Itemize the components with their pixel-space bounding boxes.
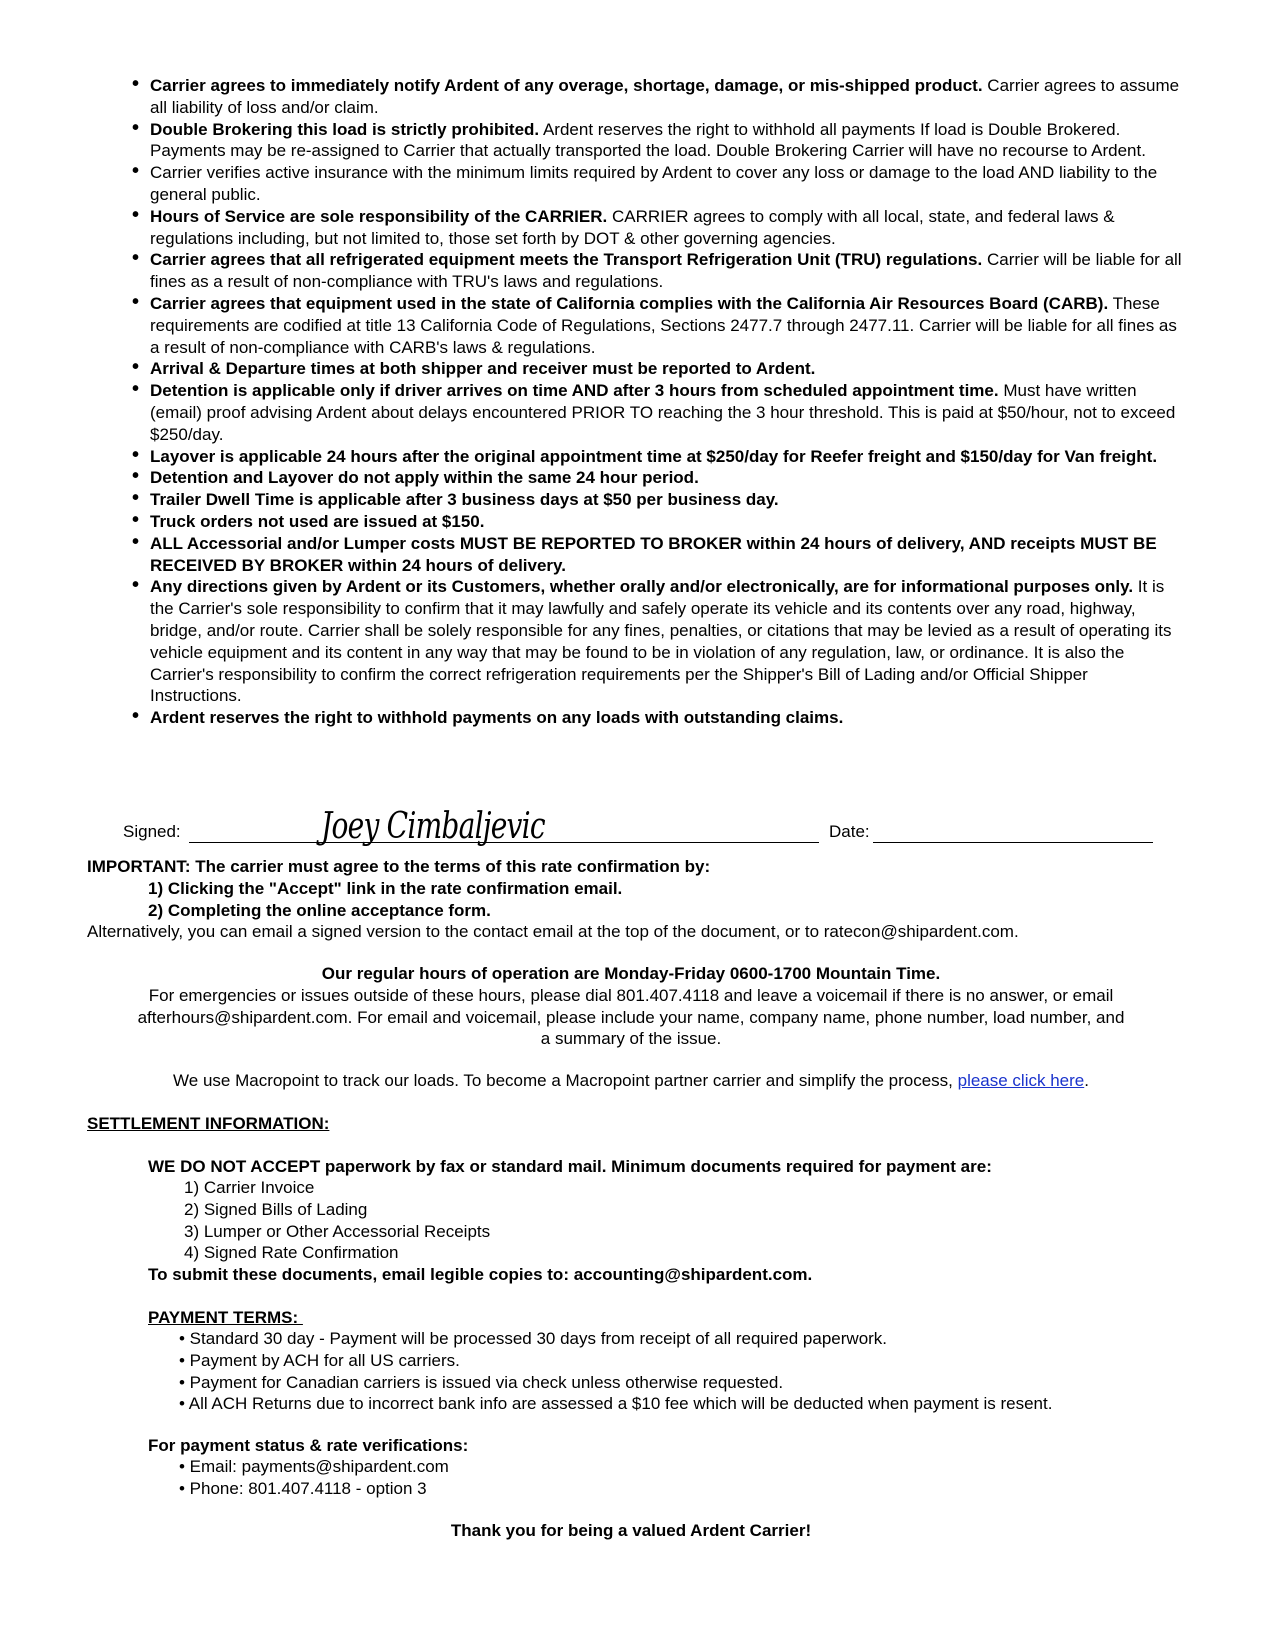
submit-documents: To submit these documents, email legible copies to: accounting@shipardent.com. bbox=[148, 1265, 813, 1284]
macropoint-line bbox=[87, 1070, 1175, 1092]
term-item bbox=[132, 293, 1182, 358]
thank-you-line: Thank you for being a valued Ardent Carrier! bbox=[450, 1521, 812, 1540]
signed-label: Signed: bbox=[123, 822, 181, 841]
term-text: Carrier agrees to assume all liability of loss and/or claim. bbox=[150, 76, 1180, 117]
important-heading: IMPORTANT: The carrier must agree to the terms of this rate confirmation by: bbox=[87, 857, 711, 876]
docs-heading: WE DO NOT ACCEPT paperwork by fax or standard mail. Minimum documents required for payment are: bbox=[148, 1157, 992, 1176]
payment-terms-list bbox=[179, 1328, 1052, 1415]
term-bold: ALL Accessorial and/or Lumper costs MUST BE REPORTED TO BROKER within 24 hours of delivery, AND receipts MUST BE RECEIVED BY BROKER within 24 hours of delivery. bbox=[150, 533, 1157, 575]
payment-term-item: • All ACH Returns due to incorrect bank info are assessed a $10 fee which will be deducted when payment is resent. bbox=[179, 1394, 1053, 1414]
date-label: Date: bbox=[829, 822, 870, 841]
hours-line-1: For emergencies or issues outside of these hours, please dial 801.407.4118 and leave a voicemail if there is no answer, or email bbox=[148, 985, 1114, 1005]
terms-list bbox=[132, 75, 1182, 729]
doc-item: 4) Signed Rate Confirmation bbox=[184, 1243, 399, 1263]
doc-item: 1) Carrier Invoice bbox=[184, 1178, 315, 1197]
doc-item: 2) Signed Bills of Lading bbox=[184, 1199, 368, 1219]
signature-row bbox=[123, 806, 1173, 848]
contact-phone: • Phone: 801.407.4118 - option 3 bbox=[179, 1478, 427, 1498]
term-bold: Double Brokering this load is strictly prohibited. bbox=[150, 119, 540, 139]
term-bold: Trailer Dwell Time is applicable after 3 business days at $50 per business day. bbox=[150, 490, 779, 510]
term-item bbox=[132, 206, 1182, 250]
term-bold: Truck orders not used are issued at $150. bbox=[150, 511, 485, 531]
hours-heading: Our regular hours of operation are Monday-Friday 0600-1700 Mountain Time. bbox=[321, 964, 941, 983]
payment-term-item: • Payment for Canadian carriers is issued via check unless otherwise requested. bbox=[179, 1372, 784, 1392]
hours-block bbox=[87, 963, 1175, 1050]
important-step-2: 2) Completing the online acceptance form. bbox=[148, 901, 491, 920]
term-bold: Carrier agrees that all refrigerated equipment meets the Transport Refrigeration Unit (TRU) regulations. bbox=[150, 250, 983, 270]
term-item bbox=[132, 358, 1182, 380]
term-bold: Carrier agrees to immediately notify Ardent of any overage, shortage, damage, or mis-shipped product. bbox=[150, 76, 983, 95]
payment-term-item: • Payment by ACH for all US carriers. bbox=[179, 1350, 460, 1370]
term-text: CARRIER agrees to comply with all local, state, and federal laws & regulations including, but not limited to, those set forth by DOT & other governing agencies. bbox=[150, 206, 1115, 248]
term-bold: Detention is applicable only if driver arrives on time AND after 3 hours from scheduled appointment time. bbox=[150, 381, 999, 401]
macropoint-text: We use Macropoint to track our loads. To become a Macropoint partner carrier and simplify the process, bbox=[173, 1071, 958, 1090]
term-item bbox=[132, 533, 1182, 577]
important-alternative: Alternatively, you can email a signed version to the contact email at the top of the document, or to ratecon@shipardent.com. bbox=[87, 922, 1019, 941]
term-item bbox=[132, 707, 1182, 729]
term-item bbox=[132, 576, 1182, 707]
term-bold: Detention and Layover do not apply within the same 24 hour period. bbox=[150, 468, 699, 488]
term-item bbox=[132, 249, 1182, 293]
payment-terms-heading: PAYMENT TERMS: bbox=[148, 1308, 303, 1327]
contact-email: • Email: payments@shipardent.com bbox=[179, 1457, 449, 1476]
term-text: It is the Carrier's sole responsibility to confirm that it may lawfully and safely operate its vehicle and its contents over any road, highway, bridge, and/or route. Carrier shall be solely responsible for any fines, penalties, or citations that may be levied as a result of operating its vehicle equipment and its content in any way that may be found to be in violation of any regulation, law, or ordinance. It is also the Carrier's responsibility to confirm the correct refrigeration requirements per the Shipper's Bill of Lading and/or Official Shipper Instructions. bbox=[150, 577, 1172, 706]
term-item bbox=[132, 489, 1182, 511]
term-bold: Ardent reserves the right to withhold payments on any loads with outstanding claims. bbox=[150, 708, 844, 728]
term-text: Carrier verifies active insurance with the minimum limits required by Ardent to cover any loss or damage to the load AND liability to the general public. bbox=[150, 163, 1158, 204]
settlement-heading: SETTLEMENT INFORMATION: bbox=[87, 1114, 330, 1133]
term-bold: Hours of Service are sole responsibility of the CARRIER. bbox=[150, 206, 608, 226]
macropoint-end: . bbox=[1084, 1071, 1089, 1090]
docs-list bbox=[184, 1177, 490, 1264]
date-line[interactable] bbox=[873, 842, 1153, 843]
term-item bbox=[132, 119, 1182, 163]
payment-status-heading: For payment status & rate verifications: bbox=[148, 1436, 469, 1455]
term-item bbox=[132, 446, 1182, 468]
doc-item: 3) Lumper or Other Accessorial Receipts bbox=[184, 1221, 491, 1241]
macropoint-link[interactable]: please click here bbox=[957, 1071, 1085, 1090]
term-item bbox=[132, 511, 1182, 533]
term-text: These requirements are codified at title 13 California Code of Regulations, Sections 2477.7 through 2477.11. Carrier will be liable for all fines as a result of non-compliance with CARB's laws & regulations. bbox=[150, 293, 1177, 357]
term-text: Must have written (email) proof advising Ardent about delays encountered PRIOR TO reaching the 3 hour threshold. This is paid at $50/hour, not to exceed $250/day. bbox=[150, 381, 1176, 444]
important-step-1: 1) Clicking the "Accept" link in the rate confirmation email. bbox=[148, 879, 623, 898]
term-bold: Layover is applicable 24 hours after the original appointment time at $250/day for Reefer freight and $150/day for Van freight. bbox=[150, 446, 1158, 466]
hours-line-2: afterhours@shipardent.com. For email and voicemail, please include your name, company name, phone number, load number, and bbox=[137, 1007, 1125, 1027]
payment-term-item: • Standard 30 day - Payment will be processed 30 days from receipt of all required paperwork. bbox=[179, 1329, 888, 1348]
term-item bbox=[132, 380, 1182, 445]
contact-list bbox=[179, 1456, 449, 1500]
term-item bbox=[132, 467, 1182, 489]
handwritten-signature: Joey Cimbaljevic bbox=[321, 806, 545, 847]
term-text: Carrier will be liable for all fines as a result of non-compliance with TRU's laws and regulations. bbox=[150, 250, 1182, 292]
term-text: Ardent reserves the right to withhold all payments If load is Double Brokered. Payments may be re-assigned to Carrier that actually transported the load. Double Brokering Carrier will have no recourse to Ardent. bbox=[150, 119, 1146, 161]
term-bold: Arrival & Departure times at both shipper and receiver must be reported to Ardent. bbox=[150, 359, 816, 379]
term-item bbox=[132, 162, 1182, 206]
term-bold: Any directions given by Ardent or its Customers, whether orally and/or electronically, are for informational purposes only. bbox=[150, 577, 1134, 597]
hours-line-3: a summary of the issue. bbox=[540, 1029, 722, 1049]
term-item bbox=[132, 75, 1182, 119]
term-bold: Carrier agrees that equipment used in the state of California complies with the California Air Resources Board (CARB). bbox=[150, 293, 1109, 313]
